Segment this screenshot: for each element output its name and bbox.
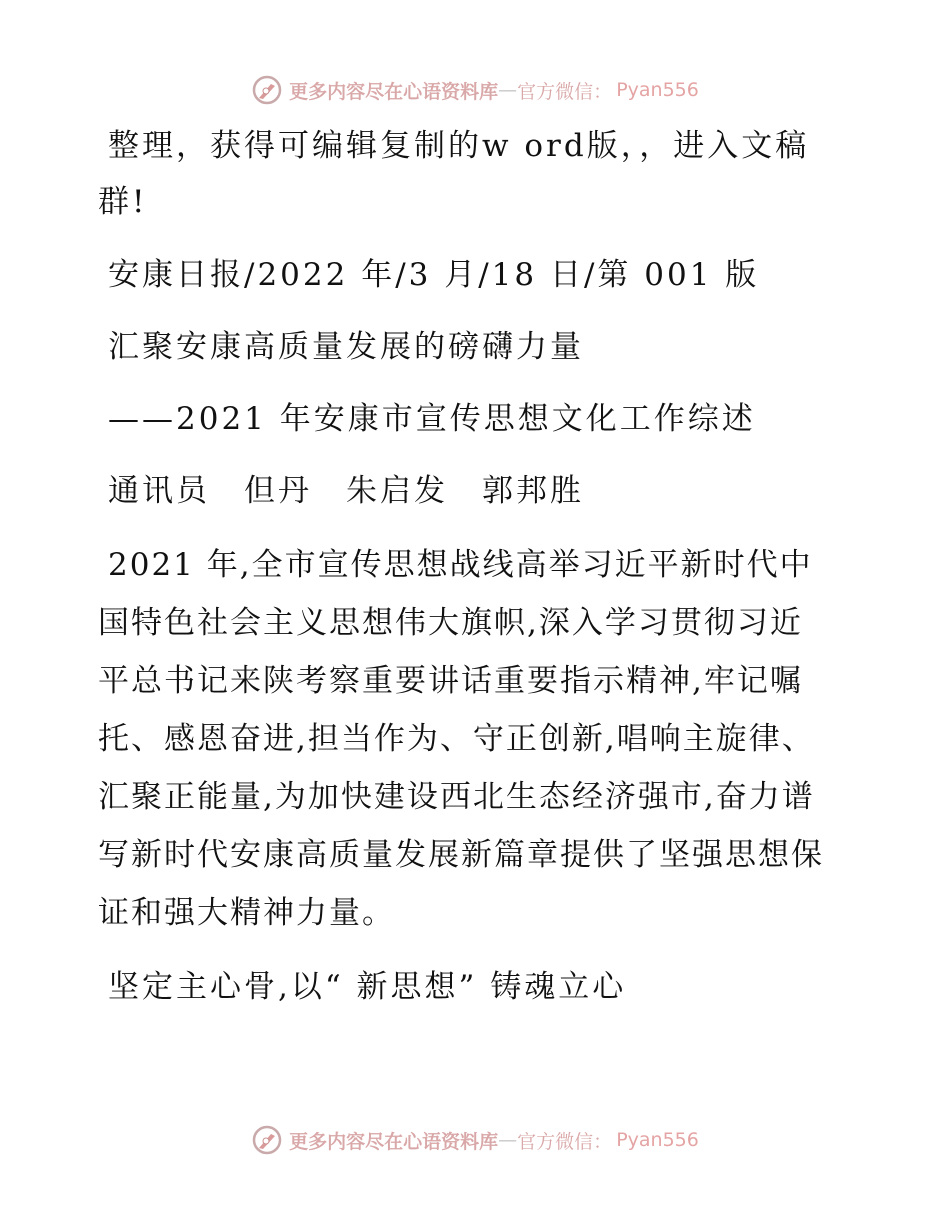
watermark-banner-top <box>0 70 950 110</box>
body-paragraph <box>98 536 858 942</box>
body-line: 国特色社会主义思想伟大旗帜,深入学习贯彻习近 <box>98 605 803 641</box>
article-title: 汇聚安康高质量发展的磅礴力量 <box>108 329 584 365</box>
watermark-lead: 更多内容尽在心语资料库 <box>289 80 499 103</box>
article-subtitle: ——2021 年安康市宣传思想文化工作综述 <box>108 401 756 437</box>
watermark-separator: — <box>498 79 518 101</box>
watermark-separator: — <box>498 1129 518 1151</box>
watermark-banner-bottom <box>0 1120 950 1160</box>
document-body <box>98 118 858 1014</box>
body-line: 托、感恩奋进,担当作为、守正创新,唱响主旋律、 <box>98 721 815 757</box>
source-line: 安康日报/2022 年/3 月/18 日/第 001 版 <box>108 257 760 293</box>
quill-logo-icon <box>251 74 283 106</box>
byline: 通讯员 但丹 朱启发 郭邦胜 <box>108 473 584 509</box>
body-line: 平总书记来陕考察重要讲话重要指示精神,牢记嘱 <box>98 663 803 699</box>
intro-line-2: 群! <box>98 184 148 220</box>
watermark-wechat-label: 官方微信： <box>517 1130 613 1153</box>
body-line: 汇聚正能量,为加快建设西北生态经济强市,奋力谱 <box>98 779 815 815</box>
body-line: 2021 年,全市宣传思想战线高举习近平新时代中 <box>108 547 813 583</box>
quill-logo-icon <box>251 1124 283 1156</box>
watermark-wechat-id: Pyan556 <box>616 79 699 101</box>
watermark-wechat-label: 官方微信： <box>517 80 613 103</box>
body-line: 证和强大精神力量。 <box>98 895 395 931</box>
section-heading: 坚定主心骨,以“ 新思想” 铸魂立心 <box>108 969 627 1005</box>
watermark-lead: 更多内容尽在心语资料库 <box>289 1130 499 1153</box>
watermark-wechat-id: Pyan556 <box>616 1129 699 1151</box>
body-line: 写新时代安康高质量发展新篇章提供了坚强思想保 <box>98 837 824 873</box>
intro-line-1: 整理，获得可编辑复制的w ord版，，进入文稿 <box>108 128 810 164</box>
